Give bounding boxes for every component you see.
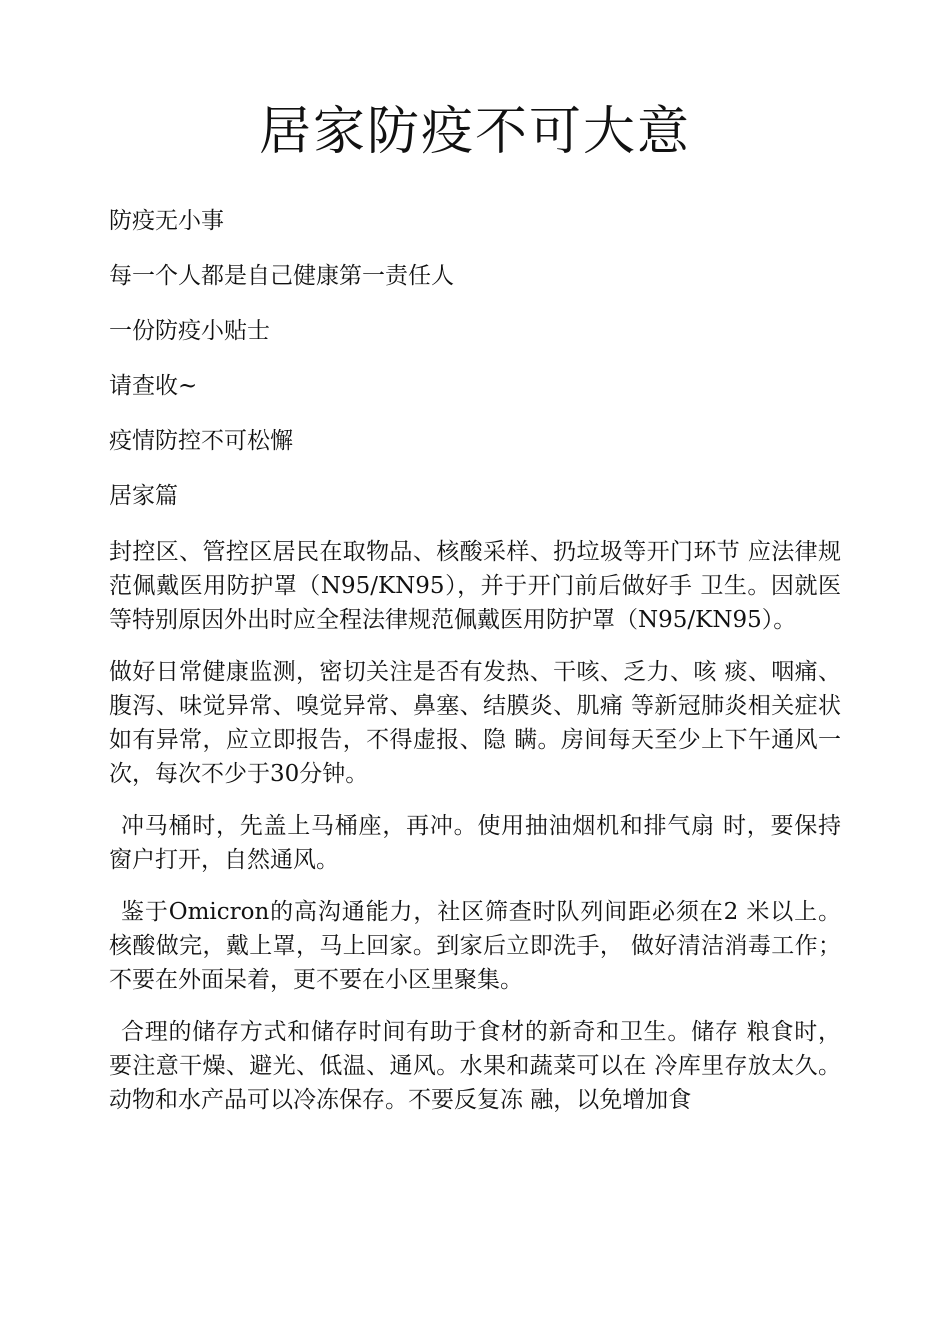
text-line: 每一个人都是自己健康第一责任人 — [109, 263, 454, 289]
document-body — [109, 205, 841, 1135]
paragraph-ventilation: 冲马桶时，先盖上马桶座，再冲。使用抽油烟机和排气扇 时，要保持窗户打开，自然通风。 — [109, 813, 841, 873]
paragraph-food-storage: 合理的储存方式和储存时间有助于食材的新奇和卫生。储存 粮食时，要注意干燥、避光、低温、通风。水果和蔬菜可以在 冷库里存放太久。动物和水产品可以冷冻保存。不要反复冻 融，以免增加食 — [109, 1019, 841, 1113]
text-line: 疫情防控不可松懈 — [109, 428, 293, 454]
paragraph-screening: 鉴于Omicron的高沟通能力，社区筛查时队列间距必须在2 米以上。核酸做完，戴上罩，马上回家。到家后立即洗手， 做好清洁消毒工作；不要在外面呆着，更不要在小区里聚集。 — [109, 899, 841, 993]
paragraph-health-monitoring: 做好日常健康监测，密切关注是否有发热、干咳、乏力、咳 痰、咽痛、腹泻、味觉异常、嗅觉异常、鼻塞、结膜炎、肌痛 等新冠肺炎相关症状如有异常，应立即报告，不得虚报、隐 瞒。房间每天至少上下午通风一次，每次不少于30分钟。 — [109, 659, 841, 787]
text-line: 一份防疫小贴士 — [109, 318, 270, 344]
document-title: 居家防疫不可大意 — [258, 102, 691, 162]
text-line: 请查收~ — [109, 373, 198, 399]
section-heading: 居家篇 — [109, 483, 178, 509]
paragraph-masks: 封控区、管控区居民在取物品、核酸采样、扔垃圾等开门环节 应法律规范佩戴医用防护罩（N95/KN95），并于开门前后做好手 卫生。因就医等特别原因外出时应全程法律规范佩戴医用防护罩（N95/KN95）。 — [109, 539, 841, 633]
text-line: 防疫无小事 — [109, 208, 224, 234]
